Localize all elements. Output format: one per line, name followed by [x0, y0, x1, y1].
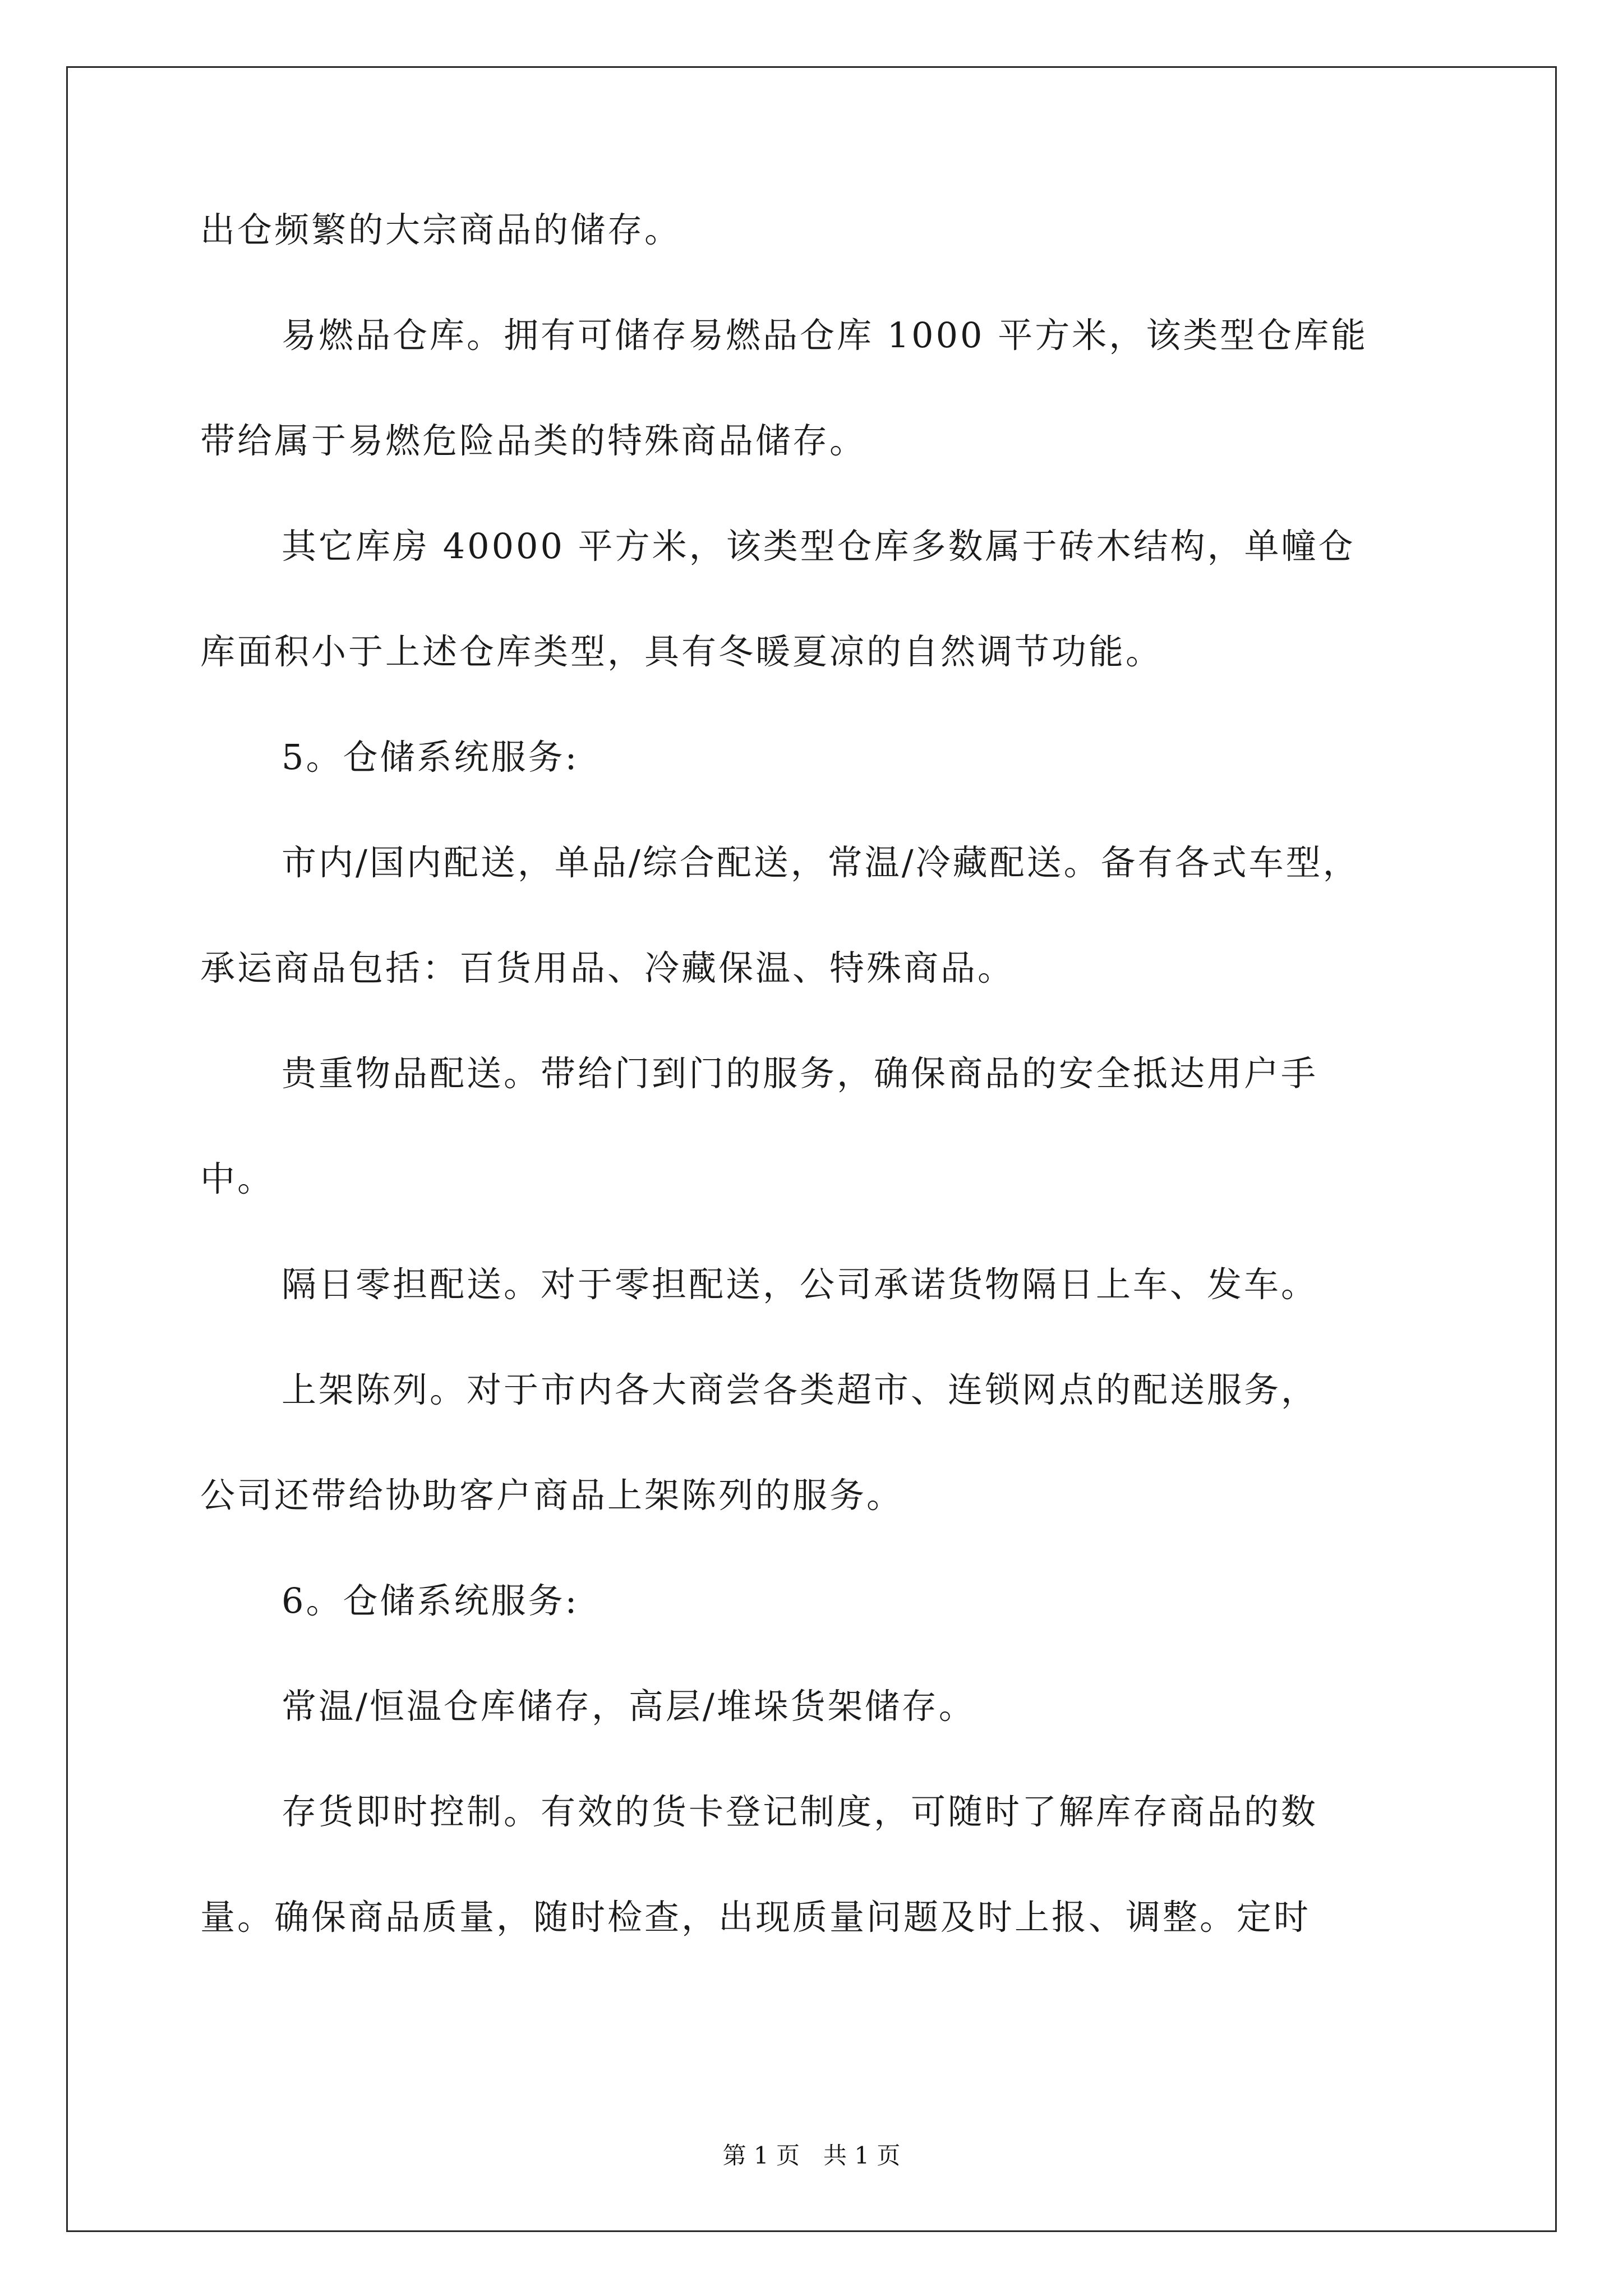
- text-line-12: 上架陈列。对于市内各大商尝各类超市、连锁网点的配送服务，: [282, 1369, 1318, 1410]
- text-line-6: 5。仓储系统服务:: [282, 737, 579, 777]
- text-line-9: 贵重物品配送。带给门到门的服务，确保商品的安全抵达用户手: [282, 1053, 1318, 1094]
- page-number-footer: 第 1 页 共 1 页: [722, 2142, 901, 2169]
- text-line-15: 常温/恒温仓库储存，高层/堆垛货架储存。: [282, 1686, 976, 1727]
- text-line-14: 6。仓储系统服务:: [282, 1580, 579, 1621]
- text-line-5: 库面积小于上述仓库类型，具有冬暖夏凉的自然调节功能。: [200, 631, 1163, 672]
- text-line-13: 公司还带给协助客户商品上架陈列的服务。: [200, 1475, 904, 1516]
- text-line-11: 隔日零担配送。对于零担配送，公司承诺货物隔日上车、发车。: [282, 1264, 1318, 1305]
- text-line-3: 带给属于易燃危险品类的特殊商品储存。: [200, 420, 867, 461]
- text-line-8: 承运商品包括：百货用品、冷藏保温、特殊商品。: [200, 947, 1015, 988]
- text-line-10: 中。: [200, 1158, 275, 1199]
- text-line-4: 其它库房 40000 平方米，该类型仓库多数属于砖木结构，单幢仓: [282, 526, 1355, 567]
- text-line-17: 量。确保商品质量，随时检查，出现质量问题及时上报、调整。定时: [200, 1897, 1311, 1938]
- text-line-1: 出仓频繁的大宗商品的储存。: [200, 209, 682, 250]
- text-line-7: 市内/国内配送，单品/综合配送，常温/冷藏配送。备有各式车型，: [282, 842, 1360, 883]
- text-line-16: 存货即时控制。有效的货卡登记制度，可随时了解库存商品的数: [282, 1791, 1318, 1832]
- text-line-2: 易燃品仓库。拥有可储存易燃品仓库 1000 平方米，该类型仓库能: [282, 315, 1368, 356]
